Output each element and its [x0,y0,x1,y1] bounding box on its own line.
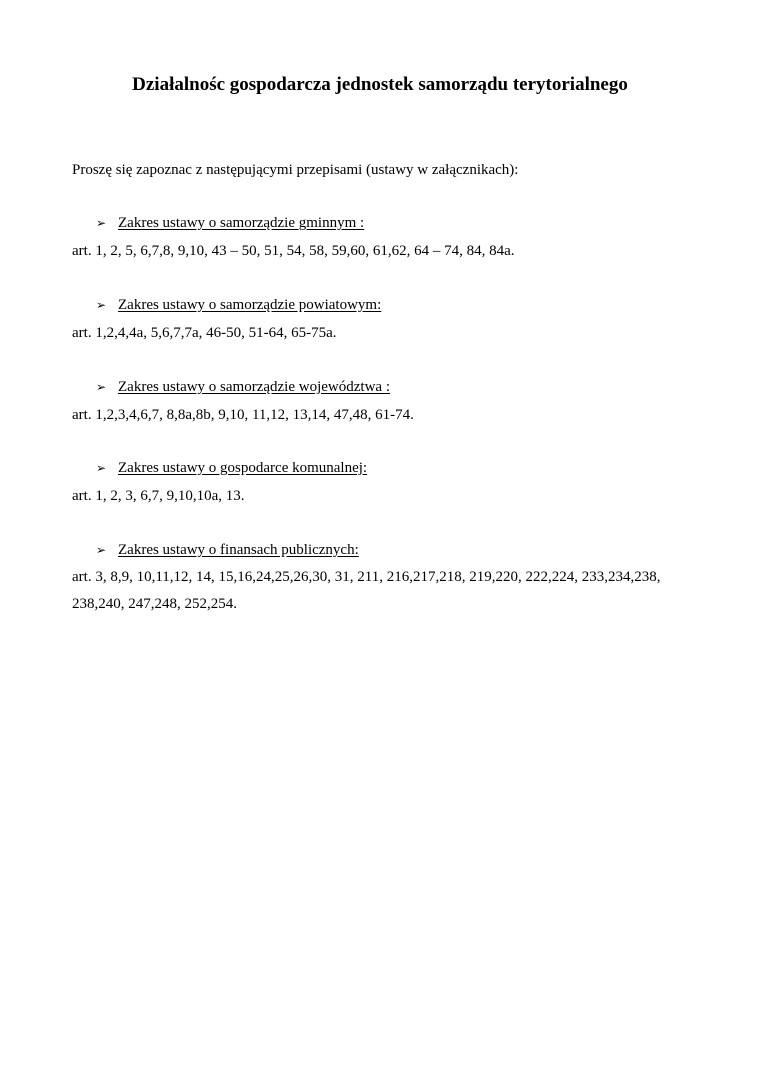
articles-finanse-publiczne: art. 3, 8,9, 10,11,12, 14, 15,16,24,25,26,30, 31, 211, 216,217,218, 219,220, 222,224, 233,234,238, 238,240, 247,248, 252,254. [72,569,661,612]
arrow-bullet-icon: ➢ [96,216,107,230]
articles-gminny: art. 1, 2, 5, 6,7,8, 9,10, 43 – 50, 51, 54, 58, 59,60, 61,62, 64 – 74, 84, 84a. [72,243,515,259]
section-heading-wojewodztwo [96,376,390,398]
arrow-bullet-icon: ➢ [96,543,107,557]
intro-text: Proszę się zapoznac z następującymi przepisami (ustawy w załącznikach): [72,162,519,178]
articles-wojewodztwo: art. 1,2,3,4,6,7, 8,8a,8b, 9,10, 11,12, 13,14, 47,48, 61-74. [72,407,414,423]
section-heading-finanse-publiczne [96,539,359,561]
section-heading-text: Zakres ustawy o gospodarce komunalnej: [118,460,368,476]
section-heading-text: Zakres ustawy o samorządzie powiatowym: [118,297,382,313]
articles-powiatowy: art. 1,2,4,4a, 5,6,7,7a, 46-50, 51-64, 65-75a. [72,325,337,341]
arrow-bullet-icon: ➢ [96,461,107,475]
document-title: Działalnośc gospodarcza jednostek samorządu terytorialnego [132,74,628,95]
section-heading-text: Zakres ustawy o finansach publicznych: [118,542,359,558]
section-heading-text: Zakres ustawy o samorządzie gminnym : [118,215,365,231]
section-heading-gospodarka-komunalna [96,457,367,479]
articles-gospodarka-komunalna: art. 1, 2, 3, 6,7, 9,10,10a, 13. [72,488,245,504]
arrow-bullet-icon: ➢ [96,380,107,394]
section-heading-gminny [96,212,364,234]
section-heading-text: Zakres ustawy o samorządzie województwa : [118,379,390,395]
section-heading-powiatowy [96,294,381,316]
arrow-bullet-icon: ➢ [96,298,107,312]
